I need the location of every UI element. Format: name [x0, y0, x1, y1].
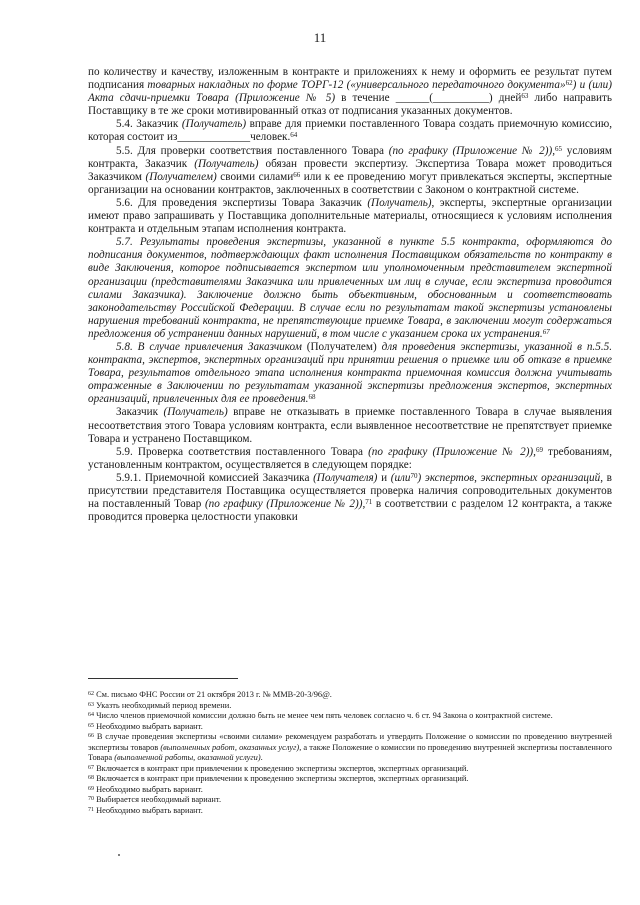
- footnote-ref-66: 66: [293, 170, 301, 179]
- footnote-ref-68: 68: [308, 393, 316, 402]
- footnote-ref-69: 69: [535, 445, 543, 454]
- footnote-ref-71: 71: [365, 498, 373, 507]
- footnote-67: $^{67}$ Включается в контракт при привлечении к проведению экспертизы экспертов, экспертных организаций.: [88, 763, 469, 773]
- footnote-64: $^{64}$ Число членов приемочной комиссии должно быть не менее чем пять человек согласно ч. 6 ст. 94 Закона о контрактной системе.: [88, 711, 553, 720]
- footnote-ref-67: 67: [542, 327, 550, 336]
- footnote-ref-64: 64: [290, 131, 298, 140]
- footnote-63: $^{63}$ Указть необходимый период времени.: [88, 700, 232, 710]
- footnote-65: $^{65}$ Необходимо выбрать вариант.: [88, 721, 203, 731]
- scan-speck: [118, 854, 120, 856]
- paragraph-5-6: 5.6. Для проведения экспертизы Товара Заказчик (Получатель), эксперты, экспертные организации имеют право запрашивать у Поставщика дополнительные материалы, относящиеся к условиям исполнения контракта и отдельным этапам исполнения контракта.: [88, 196, 612, 236]
- paragraph-5-9: 5.9. Проверка соответствия поставленного Товара (по графику (Приложение № 2)),$^{69}$ требованиям, установленным контрактом, осуществляется в следующем порядке:: [88, 445, 613, 471]
- footnote-ref-63: 63: [521, 92, 529, 101]
- paragraph-5-7: 5.7. Результаты проведения экспертизы, указанной в пункте 5.5 контракта, оформляются до подписания документов, подтверждающих факт исполнения Поставщиком обязательств по контракту в виде Заключения, которое подписывается экспертом или уполномоченным представителем экспертной организации (представителями Заказчика или привлеченных им лиц в случае, если экспертиза проводится силами Заказчика). Заключение должно быть объективным, обоснованным и соответствовать законодательству Российской Федерации. В случае если по результатам такой экспертизы установлены нарушения требований контракта, не препятствующие приемке Товара, в заключении могут содержаться предложения об устранении данных нарушений, в том числе с указанием срока их устранения.$^{67}$: [88, 236, 612, 340]
- footnote-ref-62: 62: [565, 79, 573, 88]
- footnote-66: $^{66}$ В случае проведения экспертизы «своими силами» рекомендуем разработать и утвердить Положение о комиссии по проведению внутренней экспертизы товаров (выполненных работ, оказанных услуг), а также Положение о комиссии по проведению внутренней экспертизы поставленного Товара (выполненной работы, оказанной услуги).: [88, 732, 612, 762]
- footnote-ref-65: 65: [555, 144, 563, 153]
- paragraph-5-5: 5.5. Для проверки соответствия поставленного Товара (по графику (Приложение № 2)),$^{65}$ условиям контракта, Заказчик (Получатель) обязан провести экспертизу. Экспертиза Товара может проводиться Заказчиком (Получателем) своими силами$^{66}$ или к ее проведению могут привлекаться эксперты, экспертные организации на основании контрактов, заключенных в соответствии с Законом о контрактной системе.: [88, 144, 613, 196]
- paragraph-5-9-1: 5.9.1. Приемочной комиссией Заказчика (Получателя) и (или$^{70}$) экспертов, экспертных организаций, в присутствии представителя Поставщика осуществляется проверка наличия сопроводительных документов на поставленный Товар (по графику (Приложение № 2)),$^{71}$ в соответствии с разделом 12 контракта, а также проводится проверка целостности упаковки: [88, 471, 612, 524]
- paragraph-acceptance-continuation: по количеству и качеству, изложенным в контракте и приложениях к нему и оформить ее результат путем подписания товарных накладных по форме ТОРГ-12 («универсального передаточного документа»$^{62}$) и (или) Акта сдачи-приемки Товара (Приложение № 5) в течение ______(__________) дней$^{63}$ либо направить Поставщику в те же сроки мотивированный отказ от подписания указанных документов.: [88, 66, 613, 118]
- footnote-62: $^{62}$ См. письмо ФНС России от 21 октября 2013 г. № ММВ-20-3/96@.: [88, 690, 332, 699]
- footnote-ref-70: 70: [410, 471, 418, 480]
- footnote-69: $^{69}$ Необходимо выбрать вариант.: [88, 784, 203, 794]
- document-body: [88, 66, 612, 524]
- paragraph-5-4: 5.4. Заказчик (Получатель) вправе для приемки поставленного Товара создать приемочную комиссию, которая состоит из_____________человек.$^{64}$: [88, 118, 613, 144]
- paragraph-customer-right: Заказчик (Получатель) вправе не отказывать в приемке поставленного Товара в случае выявления несоответствия этого Товара условиям контракта, если выявленное несоответствие не препятствует приемке Товара и устранено Поставщиком.: [88, 406, 613, 445]
- paragraph-5-8: 5.8. В случае привлечения Заказчиком (Получателем) для проведения экспертизы, указанной в п.5.5. контракта, экспертов, экспертных организаций при принятии решения о приемке или об отказе в приемке Товара, результатов отдельного этапа исполнения контракта приемочная комиссия должна учитывать отраженные в Заключении по результатам указанной экспертизы предложения экспертов, экспертных организаций, привлеченных для ее проведения.$^{68}$: [88, 340, 613, 406]
- footnote-70: $^{70}$ Выбирается необходимый вариант.: [88, 795, 222, 804]
- footnote-68: $^{68}$ Включается в контракт при привлечении к проведению экспертизы экспертов, экспертных организаций.: [88, 774, 469, 783]
- page-number: 11: [313, 30, 327, 45]
- footnote-separator: [88, 678, 238, 679]
- footnote-71: $^{71}$ Необходимо выбрать вариант.: [88, 805, 203, 815]
- footnotes: [88, 690, 612, 816]
